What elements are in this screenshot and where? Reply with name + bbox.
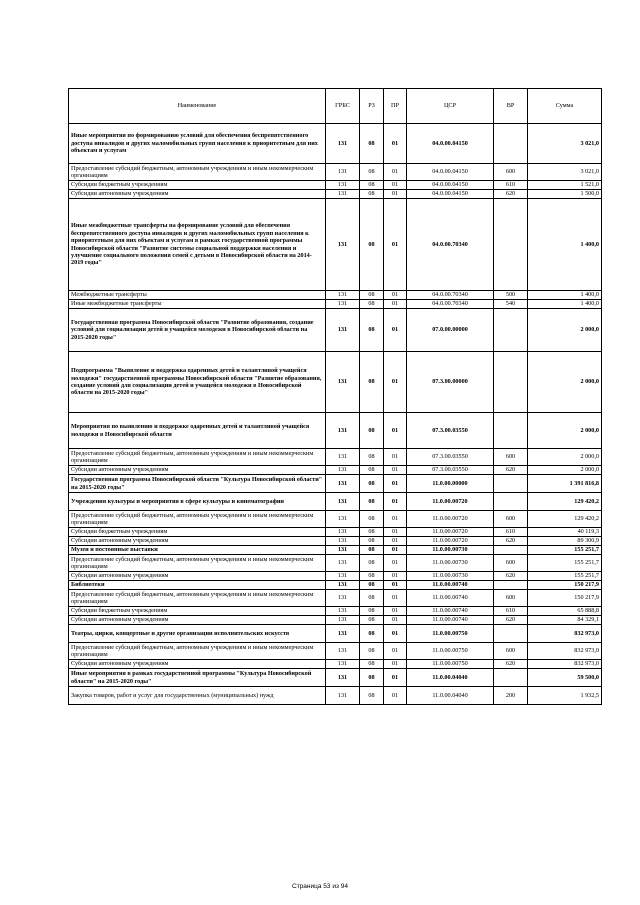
row-sum: 84 329,1 (528, 616, 602, 625)
row-csr: 07.0.00.00000 (407, 309, 494, 352)
row-grbs: 131 (326, 300, 360, 309)
row-csr: 04.0.00.04150 (407, 190, 494, 199)
row-rz: 08 (360, 537, 384, 546)
header-name: Наименование (69, 89, 326, 124)
row-grbs: 131 (326, 537, 360, 546)
row-grbs: 131 (326, 546, 360, 555)
row-csr: 07.3.00.03550 (407, 466, 494, 475)
row-pr: 01 (384, 581, 407, 590)
row-name: Субсидии автономным учреждениям (69, 190, 326, 199)
row-pr: 01 (384, 643, 407, 660)
row-grbs: 131 (326, 616, 360, 625)
row-sum: 129 420,2 (528, 511, 602, 528)
row-name: Межбюджетные трансферты (69, 291, 326, 300)
header-vr: ВР (494, 89, 528, 124)
row-csr: 11.0.00.00740 (407, 616, 494, 625)
row-csr: 11.0.00.04040 (407, 669, 494, 687)
row-csr: 04.0.00.70340 (407, 291, 494, 300)
row-pr: 01 (384, 607, 407, 616)
table-row (69, 687, 602, 705)
row-sum: 2 000,0 (528, 466, 602, 475)
row-vr (494, 199, 528, 291)
row-rz: 08 (360, 475, 384, 493)
table-row (69, 625, 602, 643)
row-grbs: 131 (326, 124, 360, 164)
row-grbs: 131 (326, 607, 360, 616)
row-pr: 01 (384, 572, 407, 581)
row-csr: 11.0.00.00720 (407, 511, 494, 528)
row-name: Закупка товаров, работ и услуг для государственных (муниципальных) нужд (69, 687, 326, 705)
row-csr: 11.0.00.00740 (407, 590, 494, 607)
row-csr: 11.0.00.00750 (407, 625, 494, 643)
row-vr: 620 (494, 616, 528, 625)
table-row (69, 511, 602, 528)
row-name: Иные мероприятия по формированию условий для обеспечения беспрепятственного доступа инвалидов и других маломобильных групп населения к приоритетным для них объектам и услугам (69, 124, 326, 164)
row-csr: 11.0.00.00720 (407, 537, 494, 546)
header-pr: ПР (384, 89, 407, 124)
row-rz: 08 (360, 660, 384, 669)
row-grbs: 131 (326, 190, 360, 199)
row-name: Государственная программа Новосибирской области "Культура Новосибирской области" на 2015-2020 годы" (69, 475, 326, 493)
table-row (69, 449, 602, 466)
row-vr: 600 (494, 643, 528, 660)
row-rz: 08 (360, 528, 384, 537)
row-sum: 832 973,0 (528, 660, 602, 669)
row-rz: 08 (360, 413, 384, 449)
row-vr: 620 (494, 572, 528, 581)
row-vr (494, 309, 528, 352)
row-csr: 11.0.00.00750 (407, 643, 494, 660)
row-rz: 08 (360, 643, 384, 660)
row-grbs: 131 (326, 669, 360, 687)
row-rz: 08 (360, 511, 384, 528)
row-grbs: 131 (326, 164, 360, 181)
row-grbs: 131 (326, 625, 360, 643)
row-sum: 1 400,0 (528, 199, 602, 291)
row-sum: 2 000,0 (528, 309, 602, 352)
row-sum: 832 973,0 (528, 625, 602, 643)
row-pr: 01 (384, 190, 407, 199)
row-grbs: 131 (326, 466, 360, 475)
table-row (69, 616, 602, 625)
row-csr: 11.0.00.00740 (407, 581, 494, 590)
row-vr (494, 669, 528, 687)
row-sum: 129 420,2 (528, 493, 602, 511)
row-name: Музеи и постоянные выставки (69, 546, 326, 555)
row-name: Субсидии автономным учреждениям (69, 537, 326, 546)
row-sum: 59 500,0 (528, 669, 602, 687)
table-body (69, 124, 602, 705)
row-sum: 150 217,9 (528, 581, 602, 590)
row-vr: 600 (494, 511, 528, 528)
row-vr (494, 475, 528, 493)
row-name: Предоставление субсидий бюджетным, автономным учреждениям и иным некоммерческим организациям (69, 449, 326, 466)
row-pr: 01 (384, 616, 407, 625)
row-name: Предоставление субсидий бюджетным, автономным учреждениям и иным некоммерческим организациям (69, 643, 326, 660)
row-grbs: 131 (326, 291, 360, 300)
row-sum: 832 973,0 (528, 643, 602, 660)
row-name: Субсидии автономным учреждениям (69, 466, 326, 475)
row-csr: 04.0.00.04150 (407, 181, 494, 190)
row-vr: 610 (494, 181, 528, 190)
row-csr: 11.0.00.00000 (407, 475, 494, 493)
row-sum: 40 119,3 (528, 528, 602, 537)
header-rz: РЗ (360, 89, 384, 124)
row-name: Субсидии бюджетным учреждениям (69, 607, 326, 616)
row-vr: 600 (494, 164, 528, 181)
row-rz: 08 (360, 309, 384, 352)
row-grbs: 131 (326, 590, 360, 607)
table-row (69, 537, 602, 546)
row-rz: 08 (360, 555, 384, 572)
row-vr: 610 (494, 607, 528, 616)
row-rz: 08 (360, 181, 384, 190)
row-name: Театры, цирки, концертные и другие организации исполнительских искусств (69, 625, 326, 643)
row-sum: 1 400,0 (528, 291, 602, 300)
table-row (69, 475, 602, 493)
row-pr: 01 (384, 164, 407, 181)
row-name: Мероприятия по выявлению и поддержке одаренных детей и талантливой учащейся молодежи в Новосибирской области (69, 413, 326, 449)
row-rz: 08 (360, 449, 384, 466)
row-csr: 04.0.00.70340 (407, 300, 494, 309)
row-pr: 01 (384, 537, 407, 546)
row-vr (494, 352, 528, 413)
table-row (69, 300, 602, 309)
row-vr: 620 (494, 190, 528, 199)
row-vr: 200 (494, 687, 528, 705)
row-name: Субсидии автономным учреждениям (69, 616, 326, 625)
row-sum: 65 888,8 (528, 607, 602, 616)
row-vr (494, 413, 528, 449)
row-csr: 04.0.00.70340 (407, 199, 494, 291)
row-sum: 89 300,9 (528, 537, 602, 546)
table-row (69, 466, 602, 475)
row-grbs: 131 (326, 199, 360, 291)
row-grbs: 131 (326, 493, 360, 511)
row-sum: 1 500,0 (528, 190, 602, 199)
row-name: Иные межбюджетные трансферты на формирование условий для обеспечения беспрепятственного доступа инвалидов и других маломобильных групп населения к приоритетным для них объектам и услугам в рамках государственной программы Новосибирской области "Развитие системы социальной поддержки населения и улучшение социального положения семей с детьми в Новосибирской области на 2014-2019 годы" (69, 199, 326, 291)
row-sum: 2 000,0 (528, 449, 602, 466)
row-rz: 08 (360, 352, 384, 413)
table-row (69, 572, 602, 581)
row-sum: 150 217,9 (528, 590, 602, 607)
row-rz: 08 (360, 199, 384, 291)
row-vr (494, 124, 528, 164)
row-name: Предоставление субсидий бюджетным, автономным учреждениям и иным некоммерческим организациям (69, 511, 326, 528)
row-pr: 01 (384, 493, 407, 511)
row-vr: 600 (494, 590, 528, 607)
row-csr: 11.0.00.00740 (407, 607, 494, 616)
row-pr: 01 (384, 546, 407, 555)
row-sum: 2 000,0 (528, 352, 602, 413)
row-csr: 07.3.00.03550 (407, 449, 494, 466)
table-header-row (69, 89, 602, 124)
table-row (69, 643, 602, 660)
table-row (69, 291, 602, 300)
row-vr: 620 (494, 466, 528, 475)
row-csr: 07.3.00.00000 (407, 352, 494, 413)
row-csr: 04.0.00.04150 (407, 164, 494, 181)
row-csr: 11.0.00.04040 (407, 687, 494, 705)
table-row (69, 528, 602, 537)
row-pr: 01 (384, 590, 407, 607)
table-row (69, 607, 602, 616)
row-grbs: 131 (326, 555, 360, 572)
table-row (69, 546, 602, 555)
row-name: Библиотеки (69, 581, 326, 590)
row-pr: 01 (384, 309, 407, 352)
row-vr: 540 (494, 300, 528, 309)
table-row (69, 352, 602, 413)
table-row (69, 181, 602, 190)
row-sum: 1 391 816,8 (528, 475, 602, 493)
row-rz: 08 (360, 546, 384, 555)
row-grbs: 131 (326, 581, 360, 590)
row-pr: 01 (384, 352, 407, 413)
table-row (69, 660, 602, 669)
row-name: Предоставление субсидий бюджетным, автономным учреждениям и иным некоммерческим организациям (69, 164, 326, 181)
table-row (69, 590, 602, 607)
row-name: Предоставление субсидий бюджетным, автономным учреждениям и иным некоммерческим организациям (69, 555, 326, 572)
row-pr: 01 (384, 466, 407, 475)
row-pr: 01 (384, 660, 407, 669)
row-sum: 155 251,7 (528, 546, 602, 555)
table-row (69, 164, 602, 181)
row-csr: 11.0.00.00750 (407, 660, 494, 669)
budget-table (68, 88, 602, 705)
row-pr: 01 (384, 475, 407, 493)
row-sum: 155 251,7 (528, 572, 602, 581)
row-pr: 01 (384, 291, 407, 300)
row-rz: 08 (360, 466, 384, 475)
row-sum: 1 932,5 (528, 687, 602, 705)
row-rz: 08 (360, 616, 384, 625)
row-vr: 610 (494, 528, 528, 537)
row-pr: 01 (384, 555, 407, 572)
row-csr: 11.0.00.00730 (407, 546, 494, 555)
row-vr: 620 (494, 660, 528, 669)
row-pr: 01 (384, 511, 407, 528)
row-pr: 01 (384, 199, 407, 291)
row-rz: 08 (360, 607, 384, 616)
row-rz: 08 (360, 493, 384, 511)
row-name: Субсидии автономным учреждениям (69, 660, 326, 669)
row-grbs: 131 (326, 687, 360, 705)
row-pr: 01 (384, 449, 407, 466)
row-name: Субсидии автономным учреждениям (69, 572, 326, 581)
row-rz: 08 (360, 572, 384, 581)
table-row (69, 190, 602, 199)
row-vr: 600 (494, 555, 528, 572)
row-rz: 08 (360, 291, 384, 300)
row-grbs: 131 (326, 572, 360, 581)
row-grbs: 131 (326, 475, 360, 493)
table-row (69, 199, 602, 291)
row-name: Иные межбюджетные трансферты (69, 300, 326, 309)
row-name: Субсидии бюджетным учреждениям (69, 181, 326, 190)
row-name: Подпрограмма "Выявление и поддержка одаренных детей и талантливой учащейся молодежи" государственной программы Новосибирской области "Развитие образования, создание условий для социализации детей и учащейся молодежи в Новосибирской области на 2015-2020 годы" (69, 352, 326, 413)
row-grbs: 131 (326, 181, 360, 190)
row-grbs: 131 (326, 413, 360, 449)
table-row (69, 493, 602, 511)
row-vr (494, 493, 528, 511)
row-vr (494, 546, 528, 555)
row-pr: 01 (384, 625, 407, 643)
header-csr: ЦСР (407, 89, 494, 124)
header-sum: Сумма (528, 89, 602, 124)
table-row (69, 581, 602, 590)
row-pr: 01 (384, 669, 407, 687)
row-pr: 01 (384, 124, 407, 164)
row-rz: 08 (360, 190, 384, 199)
row-grbs: 131 (326, 449, 360, 466)
row-grbs: 131 (326, 528, 360, 537)
row-rz: 08 (360, 590, 384, 607)
row-sum: 1 521,0 (528, 181, 602, 190)
row-name: Государственная программа Новосибирской области "Развитие образования, создание условий для социализации детей и учащейся молодежи в Новосибирской области на 2015-2020 годы" (69, 309, 326, 352)
row-grbs: 131 (326, 643, 360, 660)
row-grbs: 131 (326, 660, 360, 669)
row-sum: 3 021,0 (528, 124, 602, 164)
row-pr: 01 (384, 687, 407, 705)
row-csr: 11.0.00.00730 (407, 572, 494, 581)
row-pr: 01 (384, 413, 407, 449)
table-row (69, 309, 602, 352)
row-rz: 08 (360, 164, 384, 181)
row-vr: 620 (494, 537, 528, 546)
row-csr: 11.0.00.00730 (407, 555, 494, 572)
row-name: Иные мероприятия в рамках государственной программы "Культура Новосибирской области" на 2015-2020 годы" (69, 669, 326, 687)
row-vr (494, 625, 528, 643)
table-row (69, 555, 602, 572)
table-row (69, 669, 602, 687)
page-number: Страница 53 из 94 (292, 883, 348, 890)
row-vr: 500 (494, 291, 528, 300)
row-vr: 600 (494, 449, 528, 466)
row-grbs: 131 (326, 352, 360, 413)
row-rz: 08 (360, 625, 384, 643)
row-rz: 08 (360, 669, 384, 687)
row-rz: 08 (360, 300, 384, 309)
row-sum: 2 000,0 (528, 413, 602, 449)
row-sum: 1 400,0 (528, 300, 602, 309)
row-vr (494, 581, 528, 590)
row-name: Субсидии бюджетным учреждениям (69, 528, 326, 537)
header-grbs: ГРБС (326, 89, 360, 124)
row-pr: 01 (384, 528, 407, 537)
table-row (69, 124, 602, 164)
row-rz: 08 (360, 581, 384, 590)
row-grbs: 131 (326, 309, 360, 352)
table-row (69, 413, 602, 449)
row-pr: 01 (384, 181, 407, 190)
row-sum: 155 251,7 (528, 555, 602, 572)
row-rz: 08 (360, 124, 384, 164)
row-csr: 04.0.00.04150 (407, 124, 494, 164)
row-csr: 11.0.00.00720 (407, 528, 494, 537)
row-name: Учреждения культуры и мероприятия в сфере культуры и кинематографии (69, 493, 326, 511)
row-grbs: 131 (326, 511, 360, 528)
row-csr: 11.0.00.00720 (407, 493, 494, 511)
row-sum: 3 021,0 (528, 164, 602, 181)
row-csr: 07.3.00.03550 (407, 413, 494, 449)
row-rz: 08 (360, 687, 384, 705)
row-pr: 01 (384, 300, 407, 309)
row-name: Предоставление субсидий бюджетным, автономным учреждениям и иным некоммерческим организациям (69, 590, 326, 607)
